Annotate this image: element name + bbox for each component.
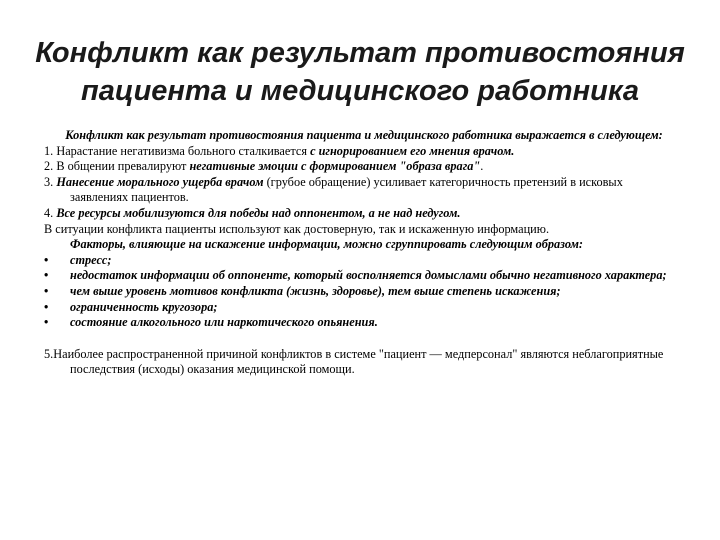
list-item <box>44 315 684 331</box>
situation-paragraph: В ситуации конфликта пациенты используют как достоверную, так и искаженную информацию. <box>44 221 550 236</box>
numbered-item-3 <box>44 175 684 206</box>
numbered-item-2 <box>44 159 684 175</box>
item-plain-text: В общении превалируют <box>56 159 190 174</box>
item-emphasis-text: с игнорированием его мнения врачом. <box>310 143 515 158</box>
item-plain-text: Наиболее распространенной причиной конфликтов в системе "пациент — медперсонал" являются неблагоприятные последствия (исходы) оказания медицинской помощи. <box>53 346 664 377</box>
item-tail-text: . <box>480 159 484 174</box>
bullet-icon: • <box>44 315 49 330</box>
item-tail-text: (грубое обращение) усиливает категоричность претензий в исковых заявлениях пациентов. <box>70 174 623 205</box>
item-number: 4. <box>44 205 54 220</box>
item-number: 5. <box>44 346 54 361</box>
bullet-icon: • <box>44 299 49 314</box>
item-number: 3. <box>44 174 54 189</box>
list-item-text: недостаток информации об оппоненте, который восполняется домыслами обычно негативного характера; <box>70 268 667 283</box>
list-item-text: состояние алкогольного или наркотического опьянения. <box>70 315 378 330</box>
list-item-text: стресс; <box>70 252 112 267</box>
numbered-item-4 <box>44 206 684 222</box>
list-item <box>44 300 684 316</box>
list-item <box>44 284 684 300</box>
bullet-icon: • <box>44 268 49 283</box>
numbered-item-1 <box>44 144 684 160</box>
list-item <box>44 268 684 284</box>
bullet-icon: • <box>44 283 49 298</box>
bullet-icon: • <box>44 252 49 267</box>
list-item-text: чем выше уровень мотивов конфликта (жизнь, здоровье), тем выше степень искажения; <box>70 283 561 298</box>
item-plain-text: Нарастание негативизма больного сталкивается <box>56 143 311 158</box>
item-number: 1. <box>44 143 54 158</box>
factors-paragraph: Факторы, влияющие на искажение информации, можно сгруппировать следующим образом: <box>70 237 584 252</box>
title-line-2: пациента и медицинского работника <box>81 75 639 107</box>
slide-title <box>0 34 720 110</box>
item-number: 2. <box>44 159 54 174</box>
slide-body <box>44 128 684 378</box>
list-item-text: ограниченность кругозора; <box>70 299 218 314</box>
list-item <box>44 253 684 269</box>
spacer <box>44 331 684 347</box>
numbered-item-5 <box>44 347 684 378</box>
item-emphasis-text: Все ресурсы мобилизуются для победы над оппонентом, а не над недугом. <box>56 205 461 220</box>
factors-list <box>44 253 684 331</box>
item-emphasis-text: негативные эмоции с формированием "образа врага" <box>189 159 481 174</box>
section-heading: Конфликт как результат противостояния пациента и медицинского работника выражается в следующем: <box>65 128 663 142</box>
item-emphasis-text: Нанесение морального ущерба врачом <box>56 174 264 189</box>
title-line-1: Конфликт как результат противостояния <box>35 37 685 69</box>
